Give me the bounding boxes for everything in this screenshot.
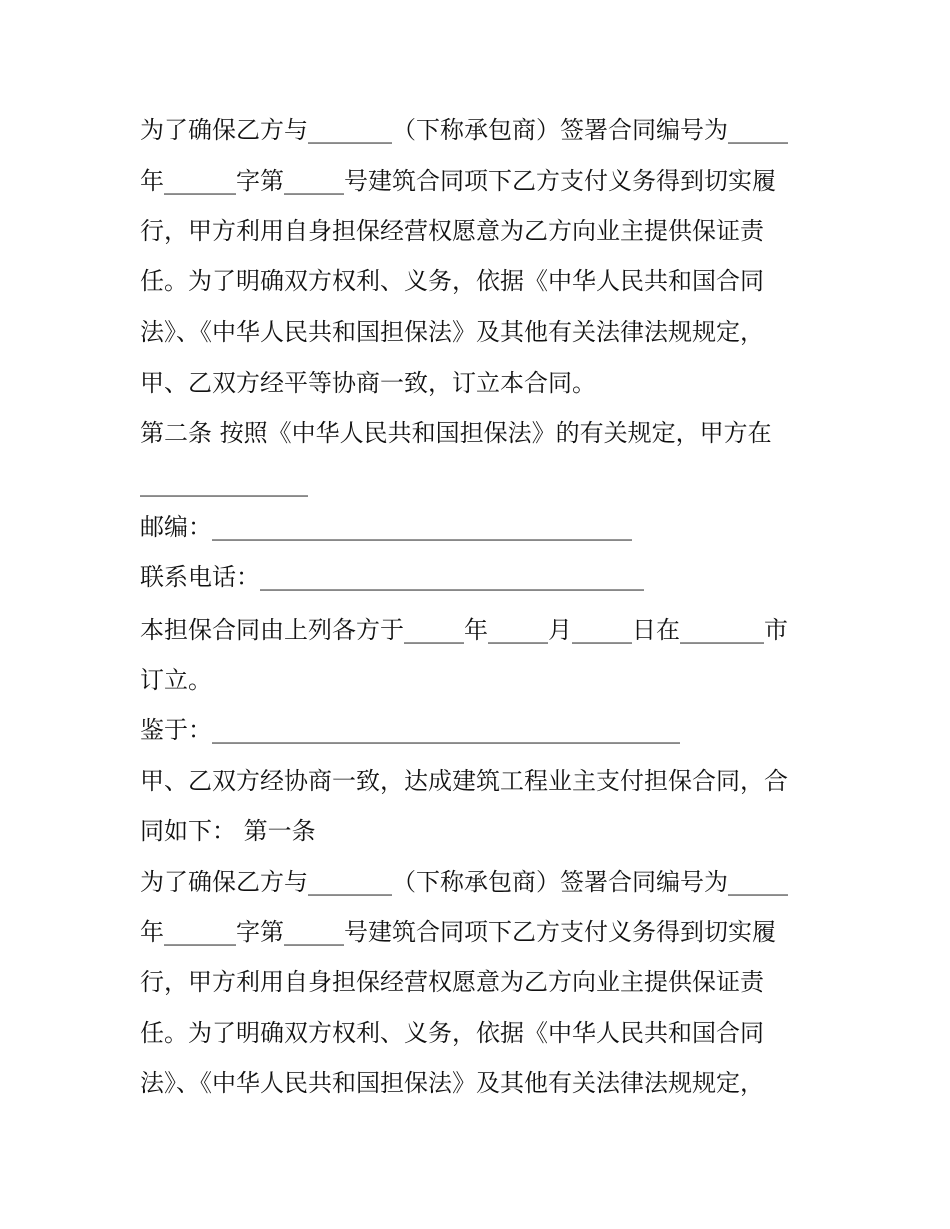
text-line: 为了确保乙方与_______（下称承包商）签署合同编号为_____ — [140, 868, 788, 896]
text-line: ______________ — [140, 469, 308, 497]
text-line: 联系电话：________________________________ — [140, 563, 644, 591]
text-line: 年______字第_____号建筑合同项下乙方支付义务得到切实履 — [140, 918, 776, 946]
text-line: 同如下： 第一条 — [140, 817, 316, 845]
text-line: 行，甲方利用自身担保经营权愿意为乙方向业主提供保证责 — [140, 217, 764, 245]
text-line: 行，甲方利用自身担保经营权愿意为乙方向业主提供保证责 — [140, 968, 764, 996]
text-line: 年______字第_____号建筑合同项下乙方支付义务得到切实履 — [140, 167, 776, 195]
text-line: 任。为了明确双方权利、义务，依据《中华人民共和国合同 — [140, 267, 764, 295]
text-line: 本担保合同由上列各方于_____年_____月_____日在_______市 — [140, 616, 788, 644]
text-line: 甲、乙双方经平等协商一致，订立本合同。 — [140, 369, 596, 397]
text-line: 邮编：___________________________________ — [140, 513, 632, 541]
text-line: 为了确保乙方与_______（下称承包商）签署合同编号为_____ — [140, 116, 788, 144]
text-line: 鉴于：_______________________________________ — [140, 716, 680, 744]
text-line: 第二条 按照《中华人民共和国担保法》的有关规定，甲方在 — [140, 419, 772, 447]
text-line: 法》、《中华人民共和国担保法》及其他有关法律法规规定， — [140, 318, 764, 346]
text-line: 订立。 — [140, 666, 212, 694]
text-line: 法》、《中华人民共和国担保法》及其他有关法律法规规定， — [140, 1069, 764, 1097]
text-line: 任。为了明确双方权利、义务，依据《中华人民共和国合同 — [140, 1019, 764, 1047]
text-line: 甲、乙双方经协商一致，达成建筑工程业主支付担保合同，合 — [140, 767, 788, 795]
